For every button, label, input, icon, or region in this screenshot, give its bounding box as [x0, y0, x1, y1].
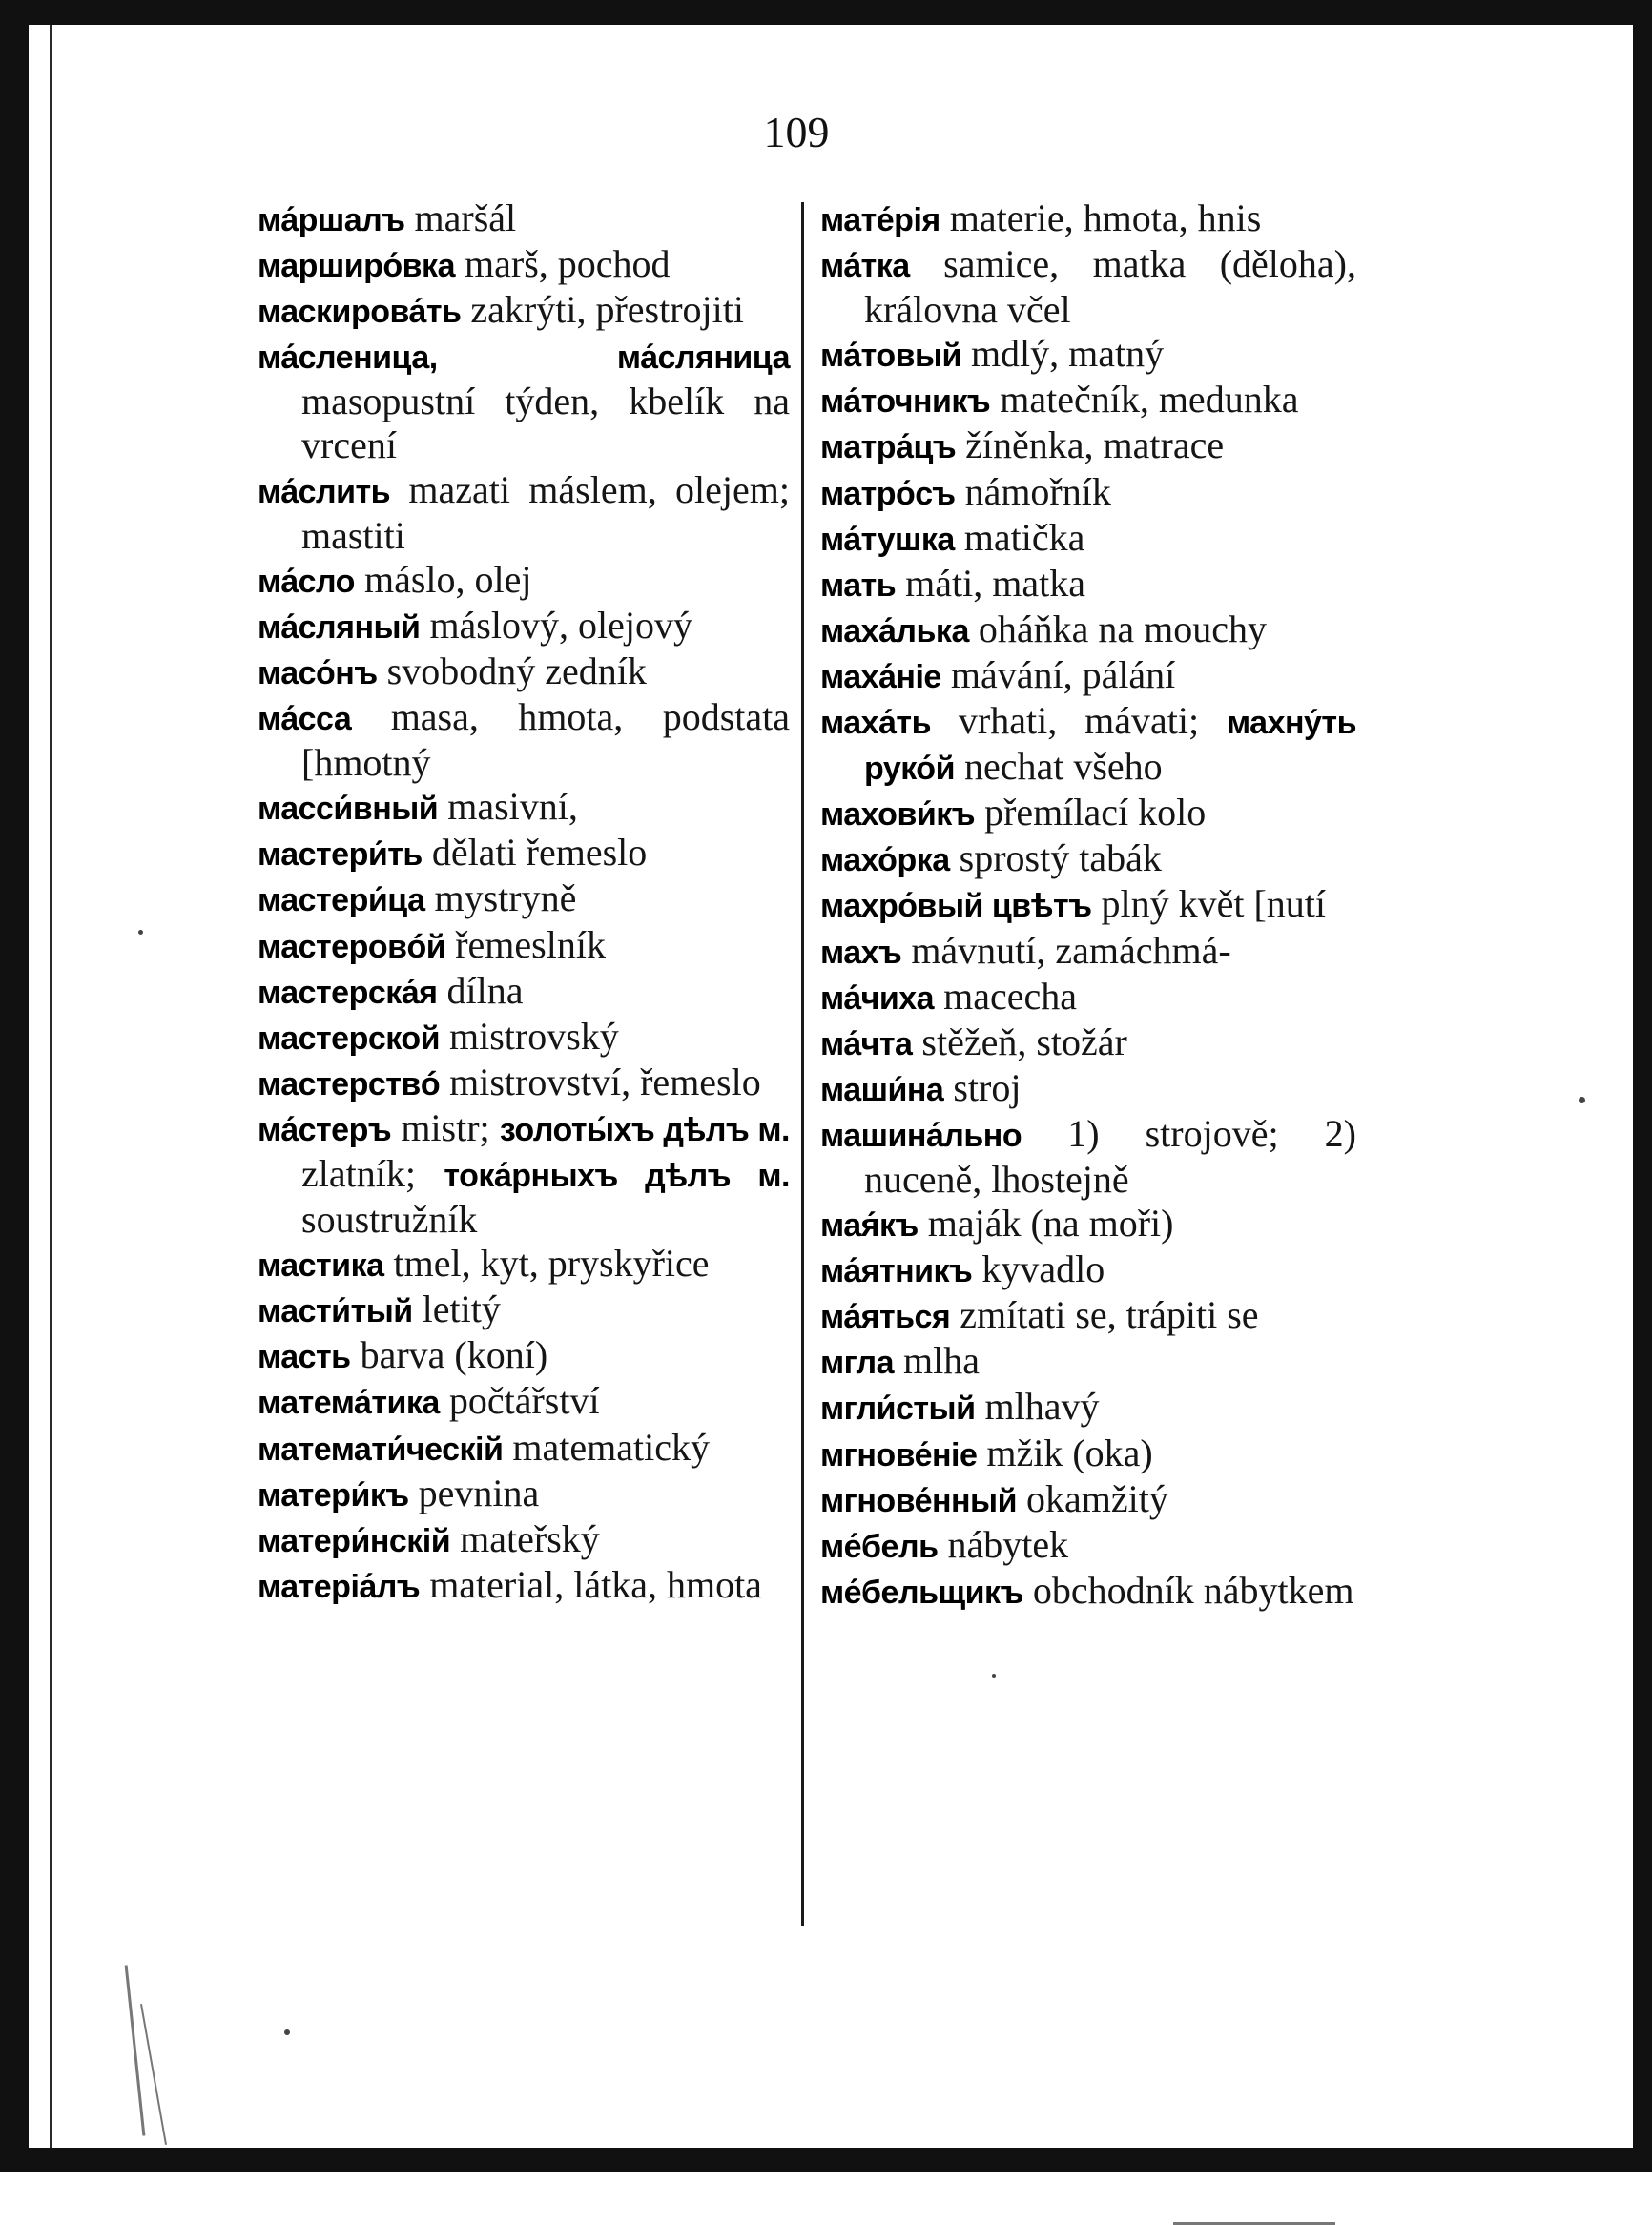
entry-headword: мать — [820, 567, 897, 604]
entry-gloss: mystryně — [434, 876, 577, 920]
scan-scratch — [125, 1965, 146, 2135]
entry-headword: маши́на — [820, 1071, 944, 1108]
dictionary-entry — [820, 423, 1356, 469]
entry-gloss: macecha — [943, 974, 1077, 1018]
entry-gloss: mistrovství, řemeslo — [449, 1060, 761, 1103]
entry-gloss: mžik (oka) — [986, 1431, 1153, 1474]
dictionary-entry — [820, 882, 1356, 928]
entry-gloss: mdlý, matný — [970, 332, 1165, 376]
entry-gloss: dílna — [446, 968, 524, 1012]
entry-gloss: námořník — [964, 469, 1111, 513]
entry-gloss: marš, pochod — [465, 242, 671, 286]
entry-headword: матема́тика — [258, 1385, 440, 1422]
entry-headword: ма́сленица, ма́сляница — [258, 340, 790, 377]
dictionary-entry — [258, 1379, 790, 1425]
entry-headword: ма́ршалъ — [258, 202, 405, 238]
entry-gloss: matečník, medunka — [1000, 378, 1299, 422]
dictionary-entry — [258, 1015, 790, 1061]
dictionary-entry — [820, 975, 1356, 1020]
left-column — [258, 196, 790, 1609]
dictionary-entry — [258, 649, 790, 695]
dictionary-entry — [820, 1385, 1356, 1431]
entry-gloss: stroj — [953, 1065, 1022, 1109]
entry-gloss: masopustní týden, kbelík na vrcení — [301, 380, 790, 467]
entry-gloss: mlhavý — [984, 1385, 1100, 1429]
dictionary-entry — [820, 1569, 1356, 1615]
dictionary-entry — [258, 785, 790, 831]
entry-gloss: sprostý tabák — [959, 836, 1162, 880]
dictionary-entry — [820, 699, 1356, 791]
scan-speck — [138, 930, 143, 935]
entry-gloss: řemeslník — [455, 922, 606, 966]
entry-gloss: plný květ [nutí — [1101, 882, 1327, 926]
entry-headword: мастери́ть — [258, 836, 423, 874]
scan-speck — [284, 2029, 290, 2035]
scan-border-left — [0, 0, 29, 2172]
entry-headword: ма́точникъ — [820, 383, 991, 421]
entry-headword: ма́чта — [820, 1025, 913, 1062]
entry-gloss: mistrovský — [449, 1014, 619, 1058]
entry-gloss: máslo, olej — [363, 557, 532, 601]
page-number: 109 — [763, 108, 830, 156]
entry-gloss: matička — [963, 515, 1085, 559]
entry-headword: ма́сляный — [258, 608, 421, 646]
entry-headword: маха́лька — [820, 612, 969, 649]
entry-headword: мастеровóй — [258, 928, 446, 965]
entry-gloss: mávnutí, zamáchmá- — [911, 928, 1231, 972]
entry-headword: махро́вый цвѣтъ — [820, 888, 1092, 925]
dictionary-entry — [820, 1523, 1356, 1569]
subentry-gloss: zlatník; — [301, 1151, 416, 1195]
subentry-headword: махну́ть руко́й — [864, 705, 1356, 788]
dictionary-entry — [258, 923, 790, 969]
entry-headword: мая́къ — [820, 1207, 919, 1245]
entry-gloss: masivní, — [447, 785, 578, 829]
dictionary-entry — [258, 1426, 790, 1472]
dictionary-entry — [820, 242, 1356, 332]
entry-gloss: svobodný zedník — [386, 649, 647, 692]
dictionary-entry — [820, 470, 1356, 516]
entry-headword: матери́нскій — [258, 1522, 451, 1559]
entry-gloss: material, látka, hmota — [429, 1562, 762, 1606]
entry-gloss: přemílací kolo — [984, 791, 1207, 834]
dictionary-entry — [820, 608, 1356, 653]
dictionary-entry — [820, 1432, 1356, 1477]
entry-gloss: dělati řemeslo — [431, 831, 648, 875]
entry-headword: мате́рія — [820, 202, 940, 238]
scan-border-right — [1633, 0, 1652, 2172]
dictionary-entry — [258, 1106, 790, 1242]
dictionary-entry — [258, 1333, 790, 1379]
entry-headword: махови́къ — [820, 796, 976, 834]
entry-gloss: okamžitý — [1026, 1476, 1168, 1520]
entry-headword: мастери́ца — [258, 882, 425, 919]
dictionary-entry — [820, 1293, 1356, 1339]
entry-gloss: pevnina — [418, 1471, 540, 1514]
dictionary-entry — [258, 334, 790, 467]
entry-headword: марширо́вка — [258, 248, 455, 285]
entry-headword: ма́ятникъ — [820, 1253, 973, 1290]
dictionary-entry — [258, 1061, 790, 1106]
dictionary-entry — [820, 1066, 1356, 1112]
entry-headword: мгнове́ніе — [820, 1436, 978, 1473]
dictionary-entry — [258, 876, 790, 922]
entry-headword: масть — [258, 1339, 351, 1376]
dictionary-entry — [258, 1288, 790, 1333]
dictionary-entry — [820, 332, 1356, 378]
dictionary-entry — [258, 288, 790, 334]
dictionary-entry — [820, 1247, 1356, 1293]
scan-speck — [992, 1674, 996, 1678]
right-column — [820, 196, 1356, 1615]
dictionary-entry — [820, 791, 1356, 836]
dictionary-entry — [820, 378, 1356, 423]
entry-headword: ме́бель — [820, 1528, 939, 1565]
entry-headword: мастерствó — [258, 1065, 441, 1102]
entry-headword: мгнове́нный — [820, 1482, 1017, 1519]
dictionary-entry — [258, 969, 790, 1015]
dictionary-entry — [820, 1020, 1356, 1066]
entry-headword: масти́тый — [258, 1293, 413, 1330]
entry-gloss: mlha — [902, 1339, 980, 1383]
entry-gloss: vrhati, mávati; — [958, 699, 1200, 743]
dictionary-entry — [258, 695, 790, 785]
dictionary-entry — [258, 1242, 790, 1288]
entry-gloss: maják (na moři) — [927, 1202, 1174, 1246]
entry-headword: ма́тка — [820, 248, 910, 285]
entry-gloss: stěžeň, stožár — [921, 1020, 1127, 1063]
entry-headword: ма́чиха — [820, 979, 935, 1017]
entry-gloss: počtářství — [448, 1379, 600, 1423]
dictionary-entry — [820, 929, 1356, 975]
entry-gloss: zakrýti, přestrojiti — [470, 288, 744, 332]
entry-gloss: mazati máslem, olejem; mastiti — [301, 467, 790, 557]
entry-headword: ма́стеръ — [258, 1111, 392, 1148]
entry-gloss: mateřský — [460, 1516, 600, 1560]
entry-gloss: barva (koní) — [360, 1333, 548, 1377]
entry-headword: махо́рка — [820, 842, 950, 879]
subentry-headword: тока́рныхъ дѣлъ м. — [444, 1157, 791, 1194]
entry-headword: матро́съ — [820, 475, 956, 512]
entry-headword: математи́ческій — [258, 1431, 504, 1468]
entry-headword: матра́цъ — [820, 429, 957, 466]
entry-headword: мастерской — [258, 1020, 440, 1057]
entry-gloss: materie, hmota, hnis — [949, 196, 1262, 239]
dictionary-entry — [820, 516, 1356, 562]
entry-gloss: máti, matka — [905, 561, 1085, 605]
scan-scratch — [140, 2004, 167, 2145]
dictionary-entry — [258, 558, 790, 604]
entry-gloss: oháňka na mouchy — [978, 607, 1267, 650]
entry-headword: машина́льно — [820, 1117, 1022, 1154]
dictionary-entry — [258, 604, 790, 649]
entry-gloss: samice, matka (děloha), královna včel — [864, 242, 1356, 332]
dictionary-entry — [258, 242, 790, 288]
dictionary-entry — [820, 196, 1356, 242]
entry-gloss: zmítati se, trápiti se — [960, 1293, 1259, 1337]
entry-gloss: nábytek — [947, 1522, 1069, 1566]
entry-headword: матери́къ — [258, 1476, 409, 1514]
entry-headword: маскирова́ть — [258, 294, 462, 331]
entry-headword: ма́сло — [258, 563, 355, 600]
page-edge-line — [50, 25, 52, 2148]
entry-headword: мгла — [820, 1345, 894, 1382]
dictionary-entry — [820, 836, 1356, 882]
dictionary-entry — [820, 1477, 1356, 1523]
dictionary-entry — [258, 1517, 790, 1563]
entry-headword: махъ — [820, 934, 902, 971]
dictionary-entry — [258, 196, 790, 242]
entry-headword: ма́сса — [258, 701, 352, 738]
dictionary-entry — [820, 653, 1356, 699]
entry-headword: масо́нъ — [258, 654, 378, 691]
subentry-gloss: soustružník — [301, 1198, 478, 1242]
entry-headword: мастика — [258, 1247, 384, 1285]
dictionary-entry — [820, 562, 1356, 608]
dictionary-entry — [820, 1202, 1356, 1247]
scan-border-top — [0, 0, 1652, 25]
column-divider — [801, 202, 804, 1926]
entry-gloss: masa, hmota, podstata [hmotný — [301, 695, 790, 785]
entry-headword: ма́яться — [820, 1299, 951, 1336]
entry-headword: ма́тушка — [820, 521, 955, 558]
entry-gloss: obchodník nábytkem — [1032, 1568, 1354, 1612]
entry-headword: матеріа́лъ — [258, 1568, 421, 1605]
dictionary-entry — [820, 1339, 1356, 1385]
dictionary-entry — [258, 1472, 790, 1517]
entry-headword: ме́бельщикъ — [820, 1574, 1023, 1611]
subentry-headword: золоты́хъ дѣлъ м. — [499, 1111, 791, 1148]
dictionary-entry — [258, 468, 790, 558]
entry-gloss: matematický — [512, 1425, 710, 1469]
dictionary-entry — [258, 1563, 790, 1609]
entry-gloss: mávání, pálání — [950, 652, 1176, 696]
entry-gloss: maršál — [414, 196, 517, 239]
entry-headword: мгли́стый — [820, 1391, 976, 1428]
entry-headword: маха́ніе — [820, 658, 941, 695]
scan-speck — [1579, 1097, 1585, 1103]
entry-headword: маха́ть — [820, 705, 931, 742]
entry-gloss: mistr; — [401, 1105, 490, 1149]
entry-gloss: letitý — [422, 1288, 501, 1331]
subentry-gloss: nechat všeho — [963, 745, 1163, 789]
entry-gloss: žíněnka, matrace — [965, 423, 1225, 467]
entry-headword: ма́товый — [820, 338, 961, 375]
entry-gloss: máslový, olejový — [429, 603, 692, 647]
entry-headword: мастерска́я — [258, 974, 438, 1011]
entry-headword: масси́вный — [258, 791, 439, 828]
entry-gloss: kyvadlo — [981, 1247, 1105, 1291]
scan-border-bottom — [0, 2148, 1652, 2172]
entry-headword: ма́слить — [258, 473, 391, 510]
entry-gloss: tmel, kyt, pryskyřice — [393, 1242, 710, 1286]
dictionary-entry — [820, 1112, 1356, 1202]
dictionary-entry — [258, 831, 790, 876]
entry-gloss: 1) strojově; 2) nuceně, lhostejně — [864, 1111, 1357, 1201]
